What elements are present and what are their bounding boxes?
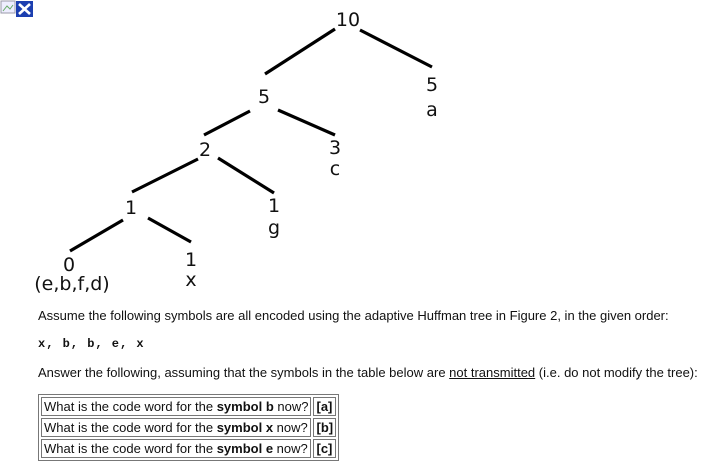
- question-prefix: What is the code word for the: [44, 441, 217, 456]
- leaf-c-symbol: c: [329, 158, 341, 180]
- edge-1-left: [70, 220, 123, 251]
- question-suffix: now?: [273, 441, 308, 456]
- node-root-weight: 10: [335, 9, 361, 31]
- instruction-before: Answer the following, assuming that the symbols in the table below are: [38, 365, 450, 380]
- question-cell: [41, 439, 311, 458]
- table-row: [41, 439, 336, 458]
- instruction-text: [38, 365, 698, 380]
- question-symbol: symbol e: [216, 441, 274, 456]
- intro-text: Assume the following symbols are all encoded using the adaptive Huffman tree in Figure 2, in the given order:: [38, 308, 669, 323]
- leaf-x-weight: 1: [184, 249, 198, 271]
- question-prefix: What is the code word for the: [44, 399, 217, 414]
- question-prefix: What is the code word for the: [44, 420, 217, 435]
- nyt-weight: 0: [62, 254, 76, 276]
- edge-2-left: [132, 159, 198, 192]
- question-cell: [41, 418, 311, 437]
- edge-5-left: [204, 111, 250, 135]
- leaf-c-weight: 3: [328, 137, 342, 159]
- answer-blank-c[interactable]: [c]: [313, 439, 336, 458]
- edge-2-right: [218, 158, 274, 193]
- answer-blank-b[interactable]: [b]: [313, 418, 336, 437]
- symbol-sequence: x, b, b, e, x: [38, 337, 145, 351]
- edge-5-right: [278, 110, 335, 135]
- answer-blank-a[interactable]: [a]: [313, 397, 336, 416]
- question-cell: [41, 397, 311, 416]
- leaf-a-weight: 5: [425, 74, 439, 96]
- nyt-symbol: (e,b,f,d): [34, 273, 110, 295]
- node-2-weight: 2: [198, 139, 212, 161]
- question-symbol: symbol x: [216, 420, 274, 435]
- question-suffix: now?: [273, 420, 308, 435]
- leaf-x-symbol: x: [185, 269, 197, 291]
- question-suffix: now?: [273, 399, 309, 414]
- leaf-g-weight: 1: [267, 195, 281, 217]
- instruction-after: (i.e. do not modify the tree):: [535, 365, 698, 380]
- table-row: [41, 418, 336, 437]
- not-transmitted-emphasis: not transmitted: [449, 365, 536, 380]
- table-row: [41, 397, 336, 416]
- node-5-weight: 5: [257, 86, 271, 108]
- node-1-weight: 1: [124, 197, 138, 219]
- leaf-a-symbol: a: [426, 99, 438, 121]
- edge-root-right: [360, 30, 432, 67]
- leaf-g-symbol: g: [267, 217, 281, 239]
- edge-root-left: [265, 29, 335, 74]
- question-table: [38, 394, 339, 461]
- question-symbol: symbol b: [216, 399, 274, 414]
- edge-1-right: [148, 218, 191, 242]
